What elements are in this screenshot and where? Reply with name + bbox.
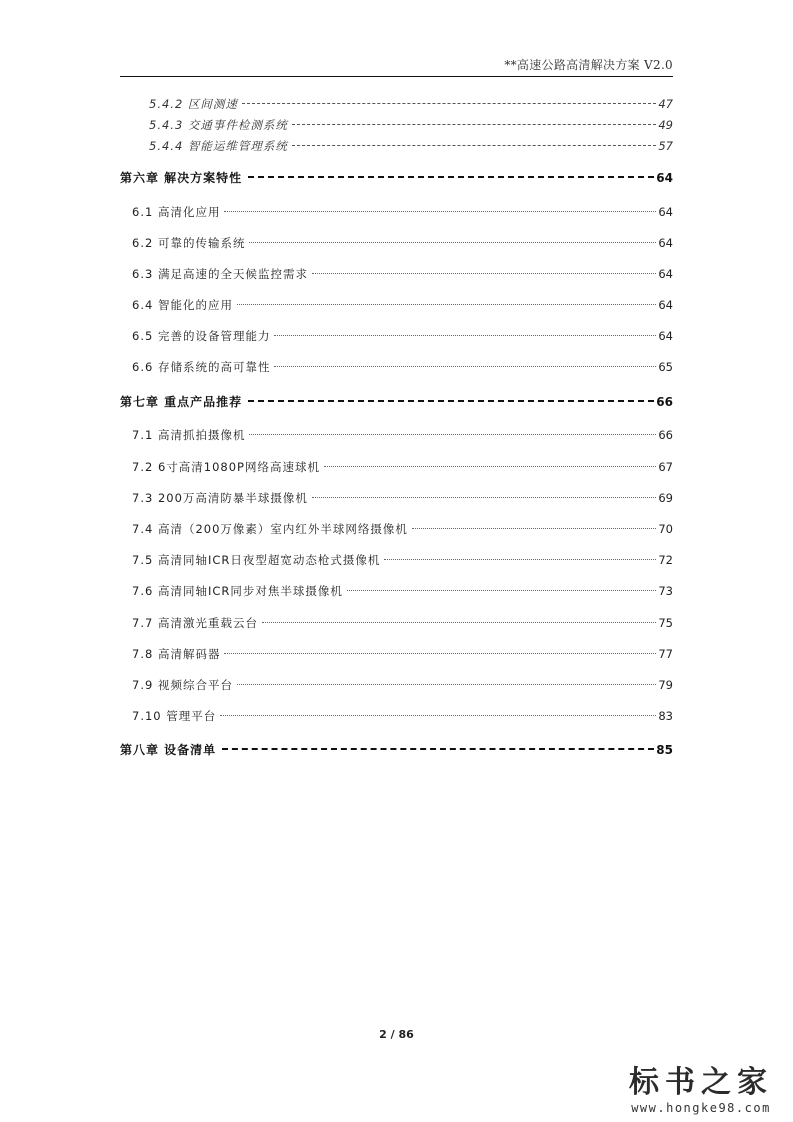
dot-leader <box>347 590 657 591</box>
toc-entry-label: 第六章 解决方案特性 <box>120 171 243 185</box>
toc-entry-6-3[interactable] <box>120 266 673 282</box>
toc-entry-5-4-2[interactable] <box>120 96 673 112</box>
toc-chapter-7[interactable] <box>120 393 673 410</box>
toc-entry-7-7[interactable] <box>120 615 673 631</box>
watermark-logo <box>621 1066 781 1116</box>
page-number: 2 / 86 <box>379 1028 414 1041</box>
toc-entry-label: 5.4.3 交通事件检测系统 <box>149 118 288 132</box>
toc-entry-page: 64 <box>658 267 673 281</box>
toc-entry-7-10[interactable] <box>120 708 673 724</box>
dot-leader <box>248 176 654 178</box>
toc-entry-page: 69 <box>658 491 673 505</box>
toc-entry-7-3[interactable] <box>120 490 673 506</box>
toc-entry-label: 6.1 高清化应用 <box>132 205 221 219</box>
toc-entry-label: 7.4 高清（200万像素）室内红外半球网络摄像机 <box>132 522 408 536</box>
running-header: **高速公路高清解决方案 V2.0 <box>504 58 673 72</box>
toc-entry-page: 83 <box>658 709 673 723</box>
toc-entry-page: 64 <box>656 171 673 185</box>
toc-entry-label: 5.4.4 智能运维管理系统 <box>149 139 288 153</box>
dot-leader <box>292 124 656 125</box>
dot-leader <box>224 653 656 654</box>
toc-entry-page: 77 <box>658 647 673 661</box>
toc-entry-page: 72 <box>658 553 673 567</box>
dot-leader <box>312 273 656 274</box>
toc-entry-page: 66 <box>656 395 673 409</box>
toc-entry-7-1[interactable] <box>120 427 673 443</box>
watermark-title: 标书之家 <box>629 1065 773 1100</box>
dot-leader <box>262 622 656 623</box>
toc-entry-6-6[interactable] <box>120 359 673 375</box>
dot-leader <box>249 434 656 435</box>
toc-entry-7-6[interactable] <box>120 583 673 599</box>
toc-entry-label: 6.3 满足高速的全天候监控需求 <box>132 267 308 281</box>
toc-entry-label: 6.4 智能化的应用 <box>132 298 233 312</box>
toc-entry-page: 67 <box>658 460 673 474</box>
toc-entry-7-9[interactable] <box>120 677 673 693</box>
toc-entry-label: 7.6 高清同轴ICR同步对焦半球摄像机 <box>132 584 343 598</box>
dot-leader <box>237 684 656 685</box>
toc-entry-label: 7.1 高清抓拍摄像机 <box>132 428 246 442</box>
toc-entry-7-5[interactable] <box>120 552 673 568</box>
toc-entry-page: 75 <box>658 616 673 630</box>
toc-entry-label: 第八章 设备清单 <box>120 743 217 757</box>
toc-chapter-6[interactable] <box>120 169 673 186</box>
toc-entry-7-8[interactable] <box>120 646 673 662</box>
toc-entry-page: 49 <box>658 118 673 132</box>
dot-leader <box>292 145 656 146</box>
toc-entry-7-2[interactable] <box>120 459 673 475</box>
toc-entry-page: 65 <box>658 360 673 374</box>
toc-entry-5-4-4[interactable] <box>120 138 673 154</box>
watermark-url: www.hongke98.com <box>631 1101 771 1115</box>
dot-leader <box>412 528 656 529</box>
toc-entry-7-4[interactable] <box>120 521 673 537</box>
toc-entry-label: 5.4.2 区间测速 <box>149 97 238 111</box>
toc-entry-label: 7.8 高清解码器 <box>132 647 221 661</box>
toc-chapter-8[interactable] <box>120 741 673 758</box>
toc-entry-page: 66 <box>658 428 673 442</box>
toc-entry-page: 85 <box>656 743 673 757</box>
dot-leader <box>220 715 656 716</box>
toc-entry-6-4[interactable] <box>120 297 673 313</box>
toc-entry-label: 7.2 6寸高清1080P网络高速球机 <box>132 460 320 474</box>
toc-entry-page: 79 <box>658 678 673 692</box>
toc-entry-page: 57 <box>658 139 673 153</box>
toc-entry-page: 64 <box>658 298 673 312</box>
toc-entry-label: 第七章 重点产品推荐 <box>120 395 243 409</box>
toc-entry-label: 7.7 高清激光重载云台 <box>132 616 258 630</box>
toc-entry-label: 7.5 高清同轴ICR日夜型超宽动态枪式摄像机 <box>132 553 381 567</box>
toc-entry-page: 73 <box>658 584 673 598</box>
toc-entry-label: 7.9 视频综合平台 <box>132 678 233 692</box>
toc-entry-label: 6.6 存储系统的高可靠性 <box>132 360 271 374</box>
toc-entry-page: 47 <box>658 97 673 111</box>
dot-leader <box>237 304 656 305</box>
toc-entry-6-5[interactable] <box>120 328 673 344</box>
toc-entry-label: 7.3 200万高清防暴半球摄像机 <box>132 491 308 505</box>
dot-leader <box>249 242 656 243</box>
toc-entry-6-2[interactable] <box>120 235 673 251</box>
toc-entry-page: 70 <box>658 522 673 536</box>
dot-leader <box>274 366 656 367</box>
toc-entry-page: 64 <box>658 205 673 219</box>
dot-leader <box>224 211 656 212</box>
dot-leader <box>242 103 656 104</box>
dot-leader <box>384 559 656 560</box>
dot-leader <box>312 497 656 498</box>
toc-entry-label: 6.2 可靠的传输系统 <box>132 236 246 250</box>
toc-entry-label: 7.10 管理平台 <box>132 709 217 723</box>
toc-entry-5-4-3[interactable] <box>120 117 673 133</box>
dot-leader <box>222 748 654 750</box>
toc-entry-label: 6.5 完善的设备管理能力 <box>132 329 271 343</box>
toc-entry-page: 64 <box>658 329 673 343</box>
toc-entry-page: 64 <box>658 236 673 250</box>
dot-leader <box>248 400 654 402</box>
dot-leader <box>324 466 656 467</box>
header-divider <box>120 76 673 77</box>
dot-leader <box>274 335 656 336</box>
toc-entry-6-1[interactable] <box>120 204 673 220</box>
